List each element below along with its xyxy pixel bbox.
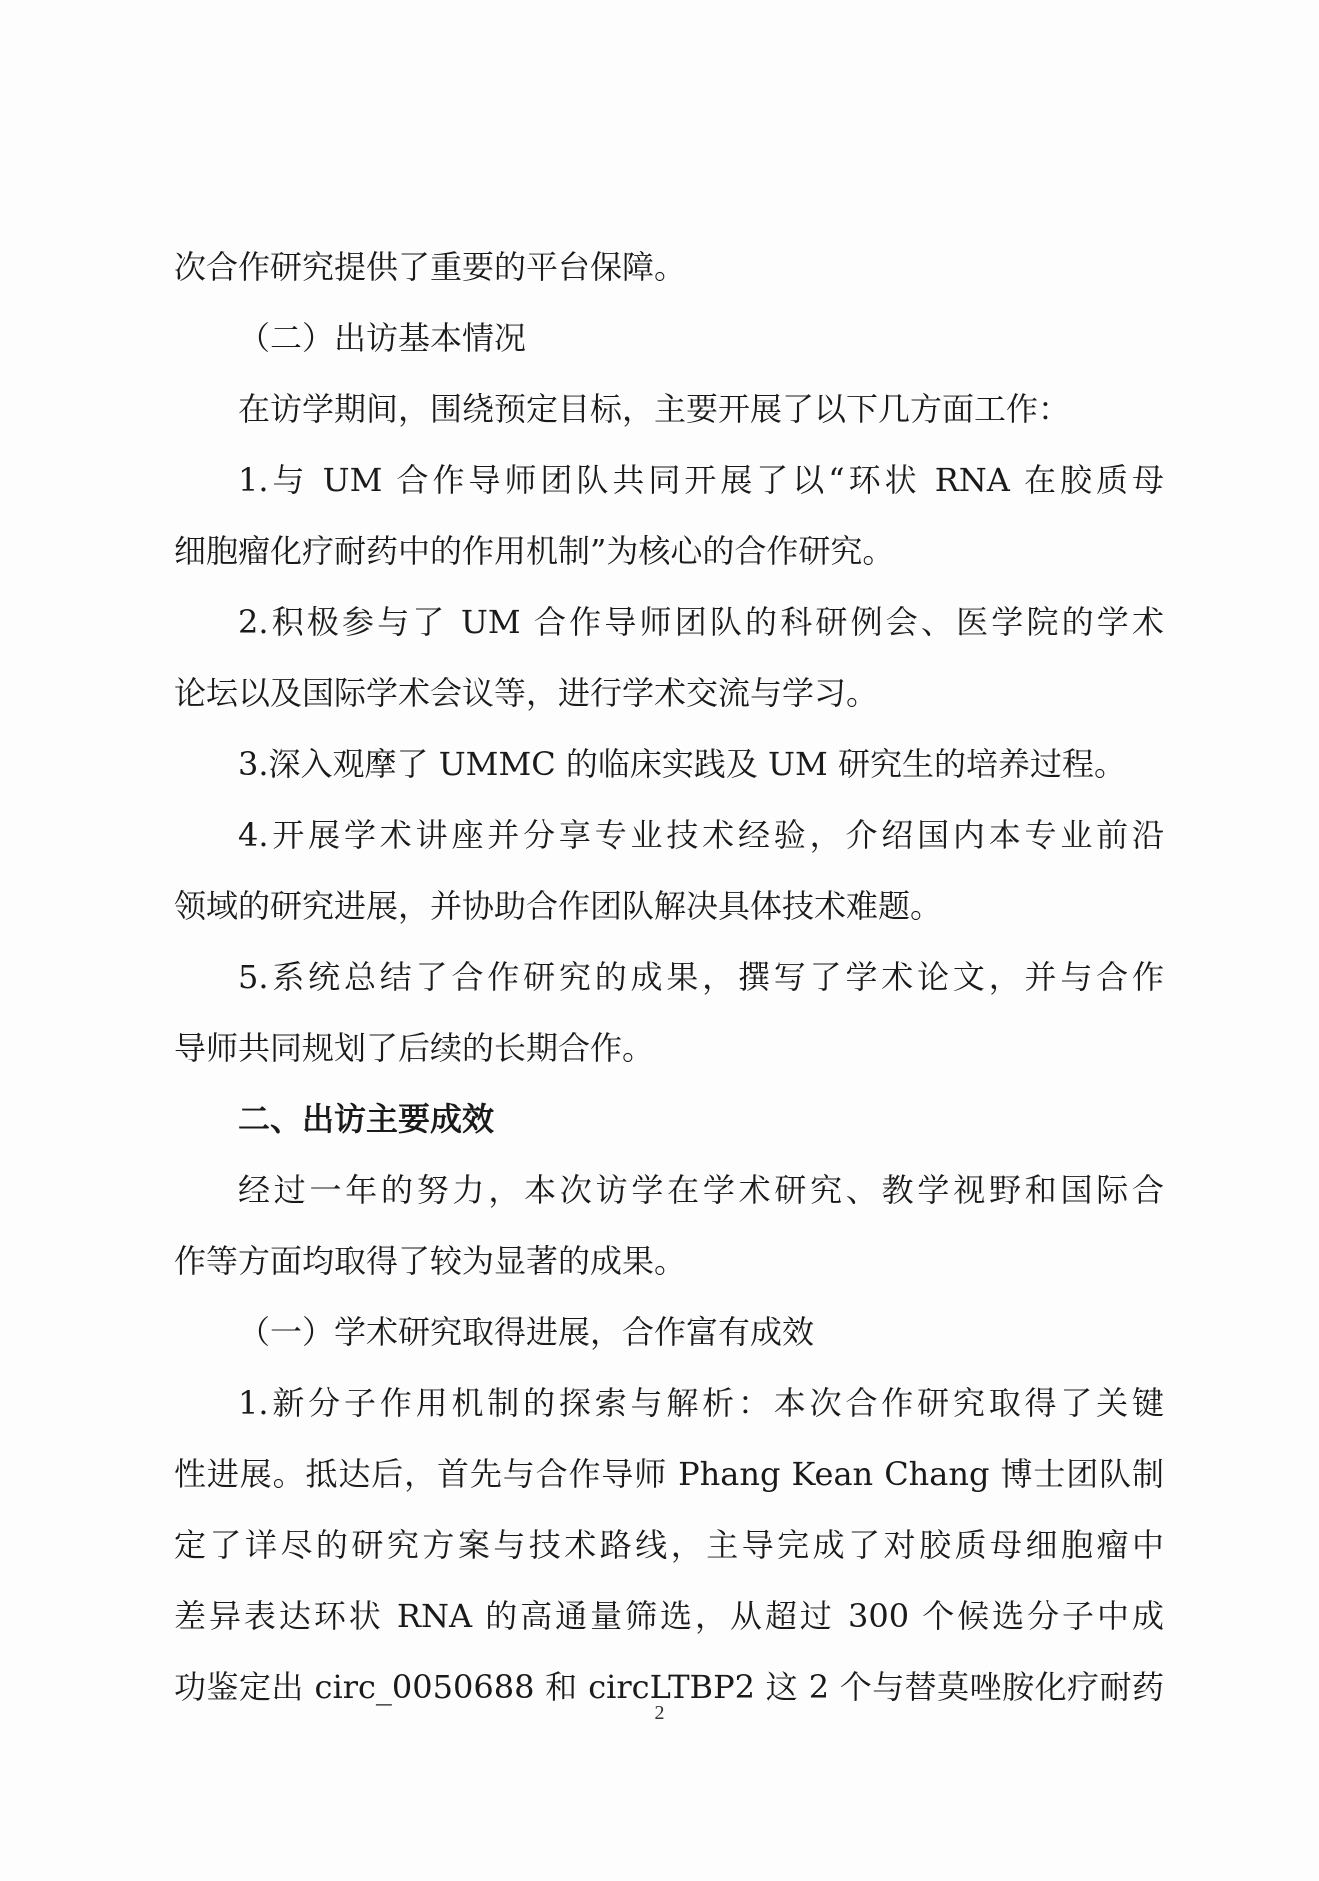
text-line: 在访学期间，围绕预定目标，主要开展了以下几方面工作：	[238, 390, 1071, 428]
section-heading: 二、出访主要成效	[238, 1100, 495, 1138]
text-line: 导师共同规划了后续的长期合作。	[174, 1029, 655, 1067]
text-line: 论坛以及国际学术会议等，进行学术交流与学习。	[174, 674, 879, 712]
text-line: 1.与 UM 合作导师团队共同开展了以“环状 RNA 在胶质母	[238, 461, 1164, 499]
text-line: 领域的研究进展，并协助合作团队解决具体技术难题。	[174, 887, 943, 925]
text-line: 定了详尽的研究方案与技术路线，主导完成了对胶质母细胞瘤中	[174, 1526, 1164, 1564]
text-line: 经过一年的努力，本次访学在学术研究、教学视野和国际合	[238, 1171, 1164, 1209]
text-line: 2.积极参与了 UM 合作导师团队的科研例会、医学院的学术	[238, 603, 1164, 641]
text-line: 功鉴定出 circ_0050688 和 circLTBP2 这 2 个与替莫唑胺化疗耐药	[174, 1668, 1164, 1706]
text-line: （一）学术研究取得进展，合作富有成效	[238, 1313, 815, 1351]
text-line: （二）出访基本情况	[238, 319, 527, 357]
text-line: 差异表达环状 RNA 的高通量筛选，从超过 300 个候选分子中成	[174, 1597, 1164, 1635]
text-line: 次合作研究提供了重要的平台保障。	[174, 248, 687, 286]
text-line: 5.系统总结了合作研究的成果，撰写了学术论文，并与合作	[238, 958, 1164, 996]
text-line: 细胞瘤化疗耐药中的作用机制”为核心的合作研究。	[174, 532, 895, 570]
text-line: 作等方面均取得了较为显著的成果。	[174, 1242, 687, 1280]
text-line: 3.深入观摩了 UMMC 的临床实践及 UM 研究生的培养过程。	[238, 745, 1126, 783]
body-text	[174, 232, 1164, 1723]
text-line: 1.新分子作用机制的探索与解析：本次合作研究取得了关键	[238, 1384, 1164, 1422]
text-line: 性进展。抵达后，首先与合作导师 Phang Kean Chang 博士团队制	[174, 1455, 1164, 1493]
text-line: 4.开展学术讲座并分享专业技术经验，介绍国内本专业前沿	[238, 816, 1164, 854]
page-number: 2	[654, 1702, 665, 1724]
